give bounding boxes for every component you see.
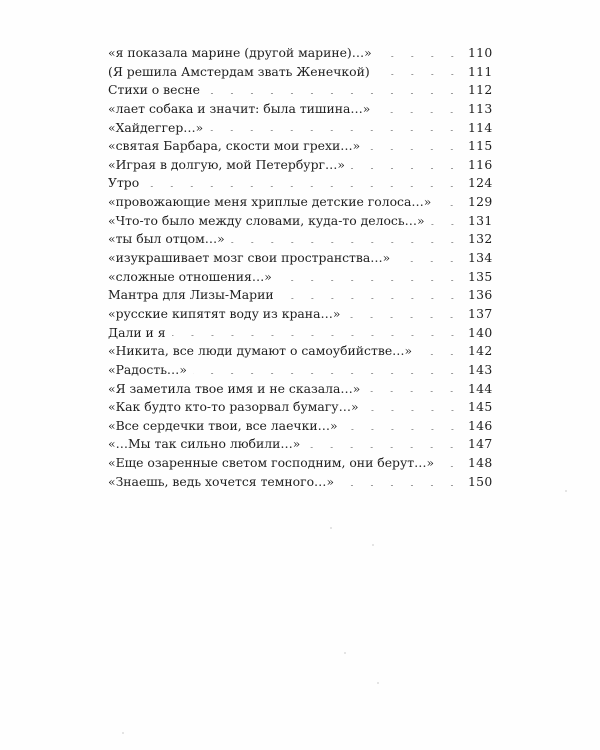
toc-entry-title: Стихи о весне [108,82,201,98]
toc-entry-title: Утро [108,175,140,191]
paper-speck [122,732,124,734]
toc-entry [108,230,493,249]
toc-entry-page-number: 111 [468,63,493,79]
dot-leader [172,335,462,336]
toc-entry-title: (Я решила Амстердам звать Женечкой) [108,63,370,79]
toc-entry-title: «Знаешь, ведь хочется темного…» [108,473,335,489]
dot-leader [431,224,462,225]
toc-entry [108,305,493,324]
toc-entry-page-number: 132 [468,231,493,247]
toc-entry-page-number: 147 [468,436,493,452]
toc-entry-title: «ты был отцом…» [108,231,225,247]
dot-leader [440,466,462,467]
toc-entry-page-number: 116 [468,156,493,172]
toc-entry [108,454,493,473]
toc-entry-page-number: 113 [468,100,493,116]
toc-entry [108,81,493,100]
toc-entry-page-number: 135 [468,268,493,284]
toc-entry [108,398,493,417]
toc-entry-page-number: 136 [468,287,493,303]
toc-entry-title: «Я заметила твое имя и не сказала…» [108,380,361,396]
toc-entry-title: «изукрашивает мозг свои пространства…» [108,250,391,266]
toc-entry-page-number: 114 [468,119,493,135]
dot-leader [340,485,462,486]
toc-entry-page-number: 150 [468,473,493,489]
toc-entry-title: «Играя в долгую, мой Петербург…» [108,156,345,172]
toc-entry-page-number: 144 [468,380,493,396]
table-of-contents [108,44,493,491]
dot-leader [231,242,462,243]
toc-entry-page-number: 124 [468,175,493,191]
toc-entry-title: Дали и я [108,324,166,340]
dot-leader [351,168,462,169]
paper-speck [344,652,346,654]
dot-leader [278,280,462,281]
toc-entry-title: «Никита, все люди думают о самоубийстве…» [108,343,413,359]
toc-entry-page-number: 148 [468,455,493,471]
toc-entry [108,249,493,268]
toc-entry-page-number: 110 [468,45,493,60]
toc-entry-page-number: 129 [468,194,493,210]
paper-speck [565,490,567,492]
toc-entry [108,193,493,212]
paper-speck [330,527,332,529]
toc-entry [108,63,493,82]
toc-entry-title: «я показала марине (другой марине)…» [108,45,372,60]
toc-entry [108,156,493,175]
dot-leader [280,298,462,299]
toc-entry-page-number: 145 [468,399,493,415]
toc-entry [108,417,493,436]
dot-leader [306,447,462,448]
toc-entry-title: «Еще озаренные светом господним, они берут…» [108,455,435,471]
toc-entry [108,174,493,193]
toc-entry [108,100,493,119]
toc-entry-page-number: 143 [468,361,493,377]
dot-leader [366,391,462,392]
toc-entry [108,119,493,138]
toc-entry-page-number: 131 [468,212,493,228]
toc-entry-page-number: 140 [468,324,493,340]
toc-entry-page-number: 134 [468,250,493,266]
toc-entry [108,137,493,156]
toc-entry-page-number: 142 [468,343,493,359]
toc-entry-title: «лает собака и значит: была тишина…» [108,100,371,116]
toc-entry [108,361,493,380]
dot-leader [346,317,462,318]
dot-leader [145,186,462,187]
dot-leader [376,74,462,75]
paper-speck [372,544,374,546]
toc-entry-page-number: 146 [468,417,493,433]
toc-entry-title: «Радость…» [108,361,187,377]
toc-entry-title: «Все сердечки твои, все лаечки…» [108,417,338,433]
dot-leader [366,149,462,150]
dot-leader [376,112,462,113]
toc-entry-page-number: 112 [468,82,493,98]
toc-entry-title: «сложные отношения…» [108,268,272,284]
toc-entry [108,286,493,305]
toc-entry-page-number: 137 [468,305,493,321]
toc-entry [108,324,493,343]
toc-entry [108,473,493,492]
dot-leader [396,261,462,262]
toc-entry [108,268,493,287]
dot-leader [437,205,462,206]
dot-leader [378,56,462,57]
paper-speck [377,682,379,684]
toc-entry [108,342,493,361]
toc-entry-page-number: 115 [468,138,493,154]
dot-leader [206,93,462,94]
toc-entry-title: «Как будто кто-то разорвал бумагу…» [108,399,359,415]
dot-leader [365,410,462,411]
toc-entry [108,435,493,454]
toc-entry-title: «…Мы так сильно любили…» [108,436,301,452]
dot-leader [209,130,462,131]
toc-entry-title: «русские кипятят воду из крана…» [108,305,341,321]
toc-entry-title: «провожающие меня хриплые детские голоса…» [108,194,432,210]
dot-leader [344,429,462,430]
toc-entry-title: Мантра для Лизы-Марии [108,287,274,303]
toc-entry-title: «Хайдеггер…» [108,119,204,135]
toc-entry [108,212,493,231]
toc-entry [108,380,493,399]
toc-entry-title: «святая Барбара, скости мои грехи…» [108,138,361,154]
toc-entry-title: «Что-то было между словами, куда-то делось…» [108,212,425,228]
dot-leader [418,354,462,355]
dot-leader [193,373,462,374]
toc-entry [108,44,493,63]
